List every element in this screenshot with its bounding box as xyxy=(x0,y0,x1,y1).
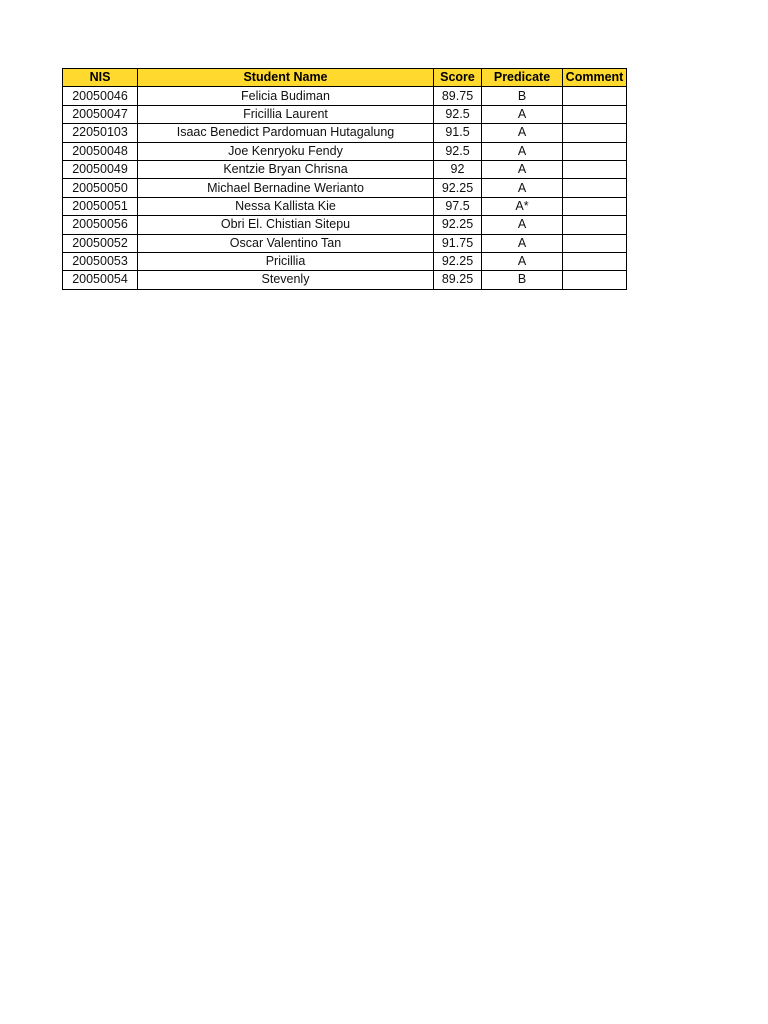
cell-nis: 20050052 xyxy=(63,234,138,252)
cell-nis: 20050049 xyxy=(63,160,138,178)
cell-nis: 20050051 xyxy=(63,197,138,215)
cell-predicate: A xyxy=(482,160,563,178)
cell-nis: 20050056 xyxy=(63,216,138,234)
cell-comment xyxy=(563,160,627,178)
table-row xyxy=(63,160,627,178)
cell-predicate: A xyxy=(482,234,563,252)
cell-nis: 20050046 xyxy=(63,87,138,105)
cell-student-name: Oscar Valentino Tan xyxy=(138,234,434,252)
table-row xyxy=(63,124,627,142)
header-row xyxy=(63,69,627,87)
cell-comment xyxy=(563,197,627,215)
cell-predicate: A xyxy=(482,252,563,270)
cell-score: 92.5 xyxy=(434,105,482,123)
cell-student-name: Michael Bernadine Werianto xyxy=(138,179,434,197)
cell-student-name: Pricillia xyxy=(138,252,434,270)
table-row xyxy=(63,271,627,289)
cell-score: 89.25 xyxy=(434,271,482,289)
cell-score: 92 xyxy=(434,160,482,178)
cell-student-name: Isaac Benedict Pardomuan Hutagalung xyxy=(138,124,434,142)
header-student-name: Student Name xyxy=(138,69,434,87)
table-row xyxy=(63,105,627,123)
cell-score: 92.25 xyxy=(434,179,482,197)
cell-predicate: A xyxy=(482,179,563,197)
cell-nis: 20050047 xyxy=(63,105,138,123)
cell-comment xyxy=(563,216,627,234)
table-row xyxy=(63,87,627,105)
cell-score: 89.75 xyxy=(434,87,482,105)
cell-nis: 20050054 xyxy=(63,271,138,289)
cell-student-name: Nessa Kallista Kie xyxy=(138,197,434,215)
cell-comment xyxy=(563,87,627,105)
grades-table xyxy=(62,68,627,290)
cell-predicate: A xyxy=(482,124,563,142)
header-comment: Comment xyxy=(563,69,627,87)
cell-comment xyxy=(563,124,627,142)
cell-score: 92.25 xyxy=(434,252,482,270)
header-predicate: Predicate xyxy=(482,69,563,87)
cell-nis: 20050048 xyxy=(63,142,138,160)
cell-predicate: A xyxy=(482,105,563,123)
table-row xyxy=(63,179,627,197)
cell-predicate: A xyxy=(482,142,563,160)
cell-nis: 22050103 xyxy=(63,124,138,142)
cell-score: 92.25 xyxy=(434,216,482,234)
cell-comment xyxy=(563,179,627,197)
table-row xyxy=(63,216,627,234)
cell-student-name: Joe Kenryoku Fendy xyxy=(138,142,434,160)
cell-comment xyxy=(563,105,627,123)
cell-comment xyxy=(563,142,627,160)
cell-score: 92.5 xyxy=(434,142,482,160)
cell-comment xyxy=(563,271,627,289)
table-row xyxy=(63,234,627,252)
cell-student-name: Kentzie Bryan Chrisna xyxy=(138,160,434,178)
cell-comment xyxy=(563,234,627,252)
cell-student-name: Fricillia Laurent xyxy=(138,105,434,123)
table-row xyxy=(63,142,627,160)
cell-score: 91.5 xyxy=(434,124,482,142)
cell-predicate: B xyxy=(482,271,563,289)
cell-score: 91.75 xyxy=(434,234,482,252)
cell-student-name: Stevenly xyxy=(138,271,434,289)
table-body xyxy=(63,87,627,289)
cell-predicate: A* xyxy=(482,197,563,215)
cell-score: 97.5 xyxy=(434,197,482,215)
cell-nis: 20050050 xyxy=(63,179,138,197)
header-nis: NIS xyxy=(63,69,138,87)
cell-comment xyxy=(563,252,627,270)
table-row xyxy=(63,252,627,270)
header-score: Score xyxy=(434,69,482,87)
table-row xyxy=(63,197,627,215)
cell-student-name: Obri El. Chistian Sitepu xyxy=(138,216,434,234)
cell-student-name: Felicia Budiman xyxy=(138,87,434,105)
cell-predicate: A xyxy=(482,216,563,234)
cell-predicate: B xyxy=(482,87,563,105)
cell-nis: 20050053 xyxy=(63,252,138,270)
